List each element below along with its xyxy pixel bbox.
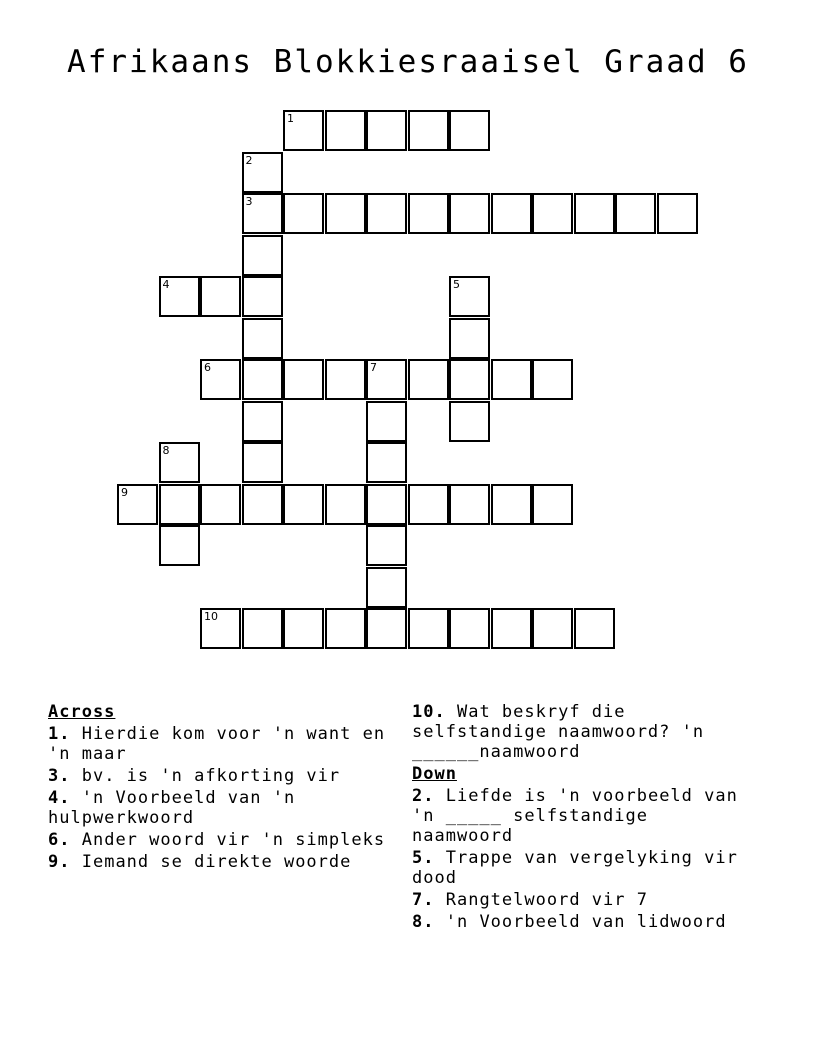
grid-cell[interactable]: [366, 359, 407, 400]
grid-cell[interactable]: [325, 359, 366, 400]
puzzle-title: Afrikaans Blokkiesraaisel Graad 6: [67, 44, 749, 80]
grid-cell[interactable]: [491, 484, 532, 525]
grid-cell[interactable]: [159, 484, 200, 525]
grid-cell[interactable]: [532, 484, 573, 525]
grid-cell[interactable]: [408, 359, 449, 400]
across-heading: Across: [48, 702, 116, 722]
grid-cell[interactable]: [283, 608, 324, 649]
cell-number: 3: [245, 195, 253, 208]
clue-down-2: 2. Liefde is 'n voorbeeld van 'n _____ selfstandige naamwoord: [412, 786, 738, 846]
grid-cell[interactable]: [615, 193, 656, 234]
grid-cell[interactable]: [117, 484, 158, 525]
clue-across-1: 1. Hierdie kom voor 'n want en 'n maar: [48, 724, 386, 764]
grid-cell[interactable]: [532, 359, 573, 400]
clue-across-6: 6. Ander woord vir 'n simpleks: [48, 830, 386, 850]
clue-across-9: 9. Iemand se direkte woorde: [48, 852, 352, 872]
cell-number: 6: [204, 361, 211, 374]
grid-cell[interactable]: [159, 276, 200, 317]
grid-cell[interactable]: [491, 359, 532, 400]
grid-cell[interactable]: [242, 359, 283, 400]
clue-down-8: 8. 'n Voorbeeld van lidwoord: [412, 912, 727, 932]
grid-cell[interactable]: [325, 110, 366, 151]
grid-cell[interactable]: [242, 235, 283, 276]
grid-cell[interactable]: [366, 401, 407, 442]
clue-across-4: 4. 'n Voorbeeld van 'n hulpwerkwoord: [48, 788, 296, 828]
cell-number: 5: [453, 278, 460, 291]
clues-left-column: [48, 702, 388, 874]
grid-cell[interactable]: [242, 442, 283, 483]
grid-cell[interactable]: [325, 193, 366, 234]
grid-cell[interactable]: [283, 359, 324, 400]
grid-cell[interactable]: [449, 608, 490, 649]
grid-cell[interactable]: [408, 110, 449, 151]
grid-cell[interactable]: [366, 484, 407, 525]
grid-cell[interactable]: [449, 110, 490, 151]
cell-number: 1: [287, 112, 294, 125]
clue-across-3: 3. bv. is 'n afkorting vir: [48, 766, 341, 786]
grid-cell[interactable]: [366, 525, 407, 566]
grid-cell[interactable]: [408, 484, 449, 525]
grid-cell[interactable]: [449, 359, 490, 400]
grid-cell[interactable]: [200, 359, 241, 400]
grid-cell[interactable]: [283, 110, 324, 151]
cell-number: 2: [245, 153, 253, 167]
cell-number: 8: [162, 444, 170, 457]
grid-cell[interactable]: [574, 193, 615, 234]
grid-cell[interactable]: [532, 193, 573, 234]
grid-cell[interactable]: [532, 608, 573, 649]
grid-cell[interactable]: [657, 193, 698, 234]
grid-cell[interactable]: [366, 567, 407, 608]
grid-cell[interactable]: [366, 110, 407, 151]
clues-right-column: [412, 702, 752, 934]
grid-cell[interactable]: [242, 484, 283, 525]
grid-cell[interactable]: [283, 484, 324, 525]
cell-number: 7: [370, 361, 377, 374]
grid-cell[interactable]: [449, 318, 490, 359]
grid-cell[interactable]: [242, 318, 283, 359]
cell-number: 10: [204, 610, 218, 623]
grid-cell[interactable]: [242, 608, 283, 649]
grid-cell[interactable]: [366, 442, 407, 483]
cell-number: 9: [121, 485, 128, 499]
grid-cell[interactable]: [200, 276, 241, 317]
grid-cell[interactable]: [242, 193, 283, 234]
grid-cell[interactable]: [449, 276, 490, 317]
grid-cell[interactable]: [159, 442, 200, 483]
down-heading: Down: [412, 764, 457, 784]
grid-cell[interactable]: [325, 484, 366, 525]
grid-cell[interactable]: [200, 608, 241, 649]
cell-number: 4: [162, 278, 170, 291]
grid-cell[interactable]: [449, 193, 490, 234]
grid-cell[interactable]: [408, 193, 449, 234]
clue-across-10: 10. Wat beskryf die selfstandige naamwoord? 'n ______naamwoord: [412, 702, 705, 762]
grid-cell[interactable]: [325, 608, 366, 649]
clue-down-5: 5. Trappe van vergelyking vir dood: [412, 848, 738, 888]
grid-cell[interactable]: [449, 401, 490, 442]
grid-cell[interactable]: [283, 193, 324, 234]
grid-cell[interactable]: [408, 608, 449, 649]
grid-cell[interactable]: [491, 608, 532, 649]
grid-cell[interactable]: [200, 484, 241, 525]
grid-cell[interactable]: [366, 608, 407, 649]
grid-cell[interactable]: [242, 152, 283, 193]
grid-cell[interactable]: [491, 193, 532, 234]
grid-cell[interactable]: [242, 276, 283, 317]
grid-cell[interactable]: [366, 193, 407, 234]
grid-cell[interactable]: [159, 525, 200, 566]
grid-cell[interactable]: [574, 608, 615, 649]
grid-cell[interactable]: [242, 401, 283, 442]
grid-cell[interactable]: [449, 484, 490, 525]
clue-down-7: 7. Rangtelwoord vir 7: [412, 890, 648, 910]
